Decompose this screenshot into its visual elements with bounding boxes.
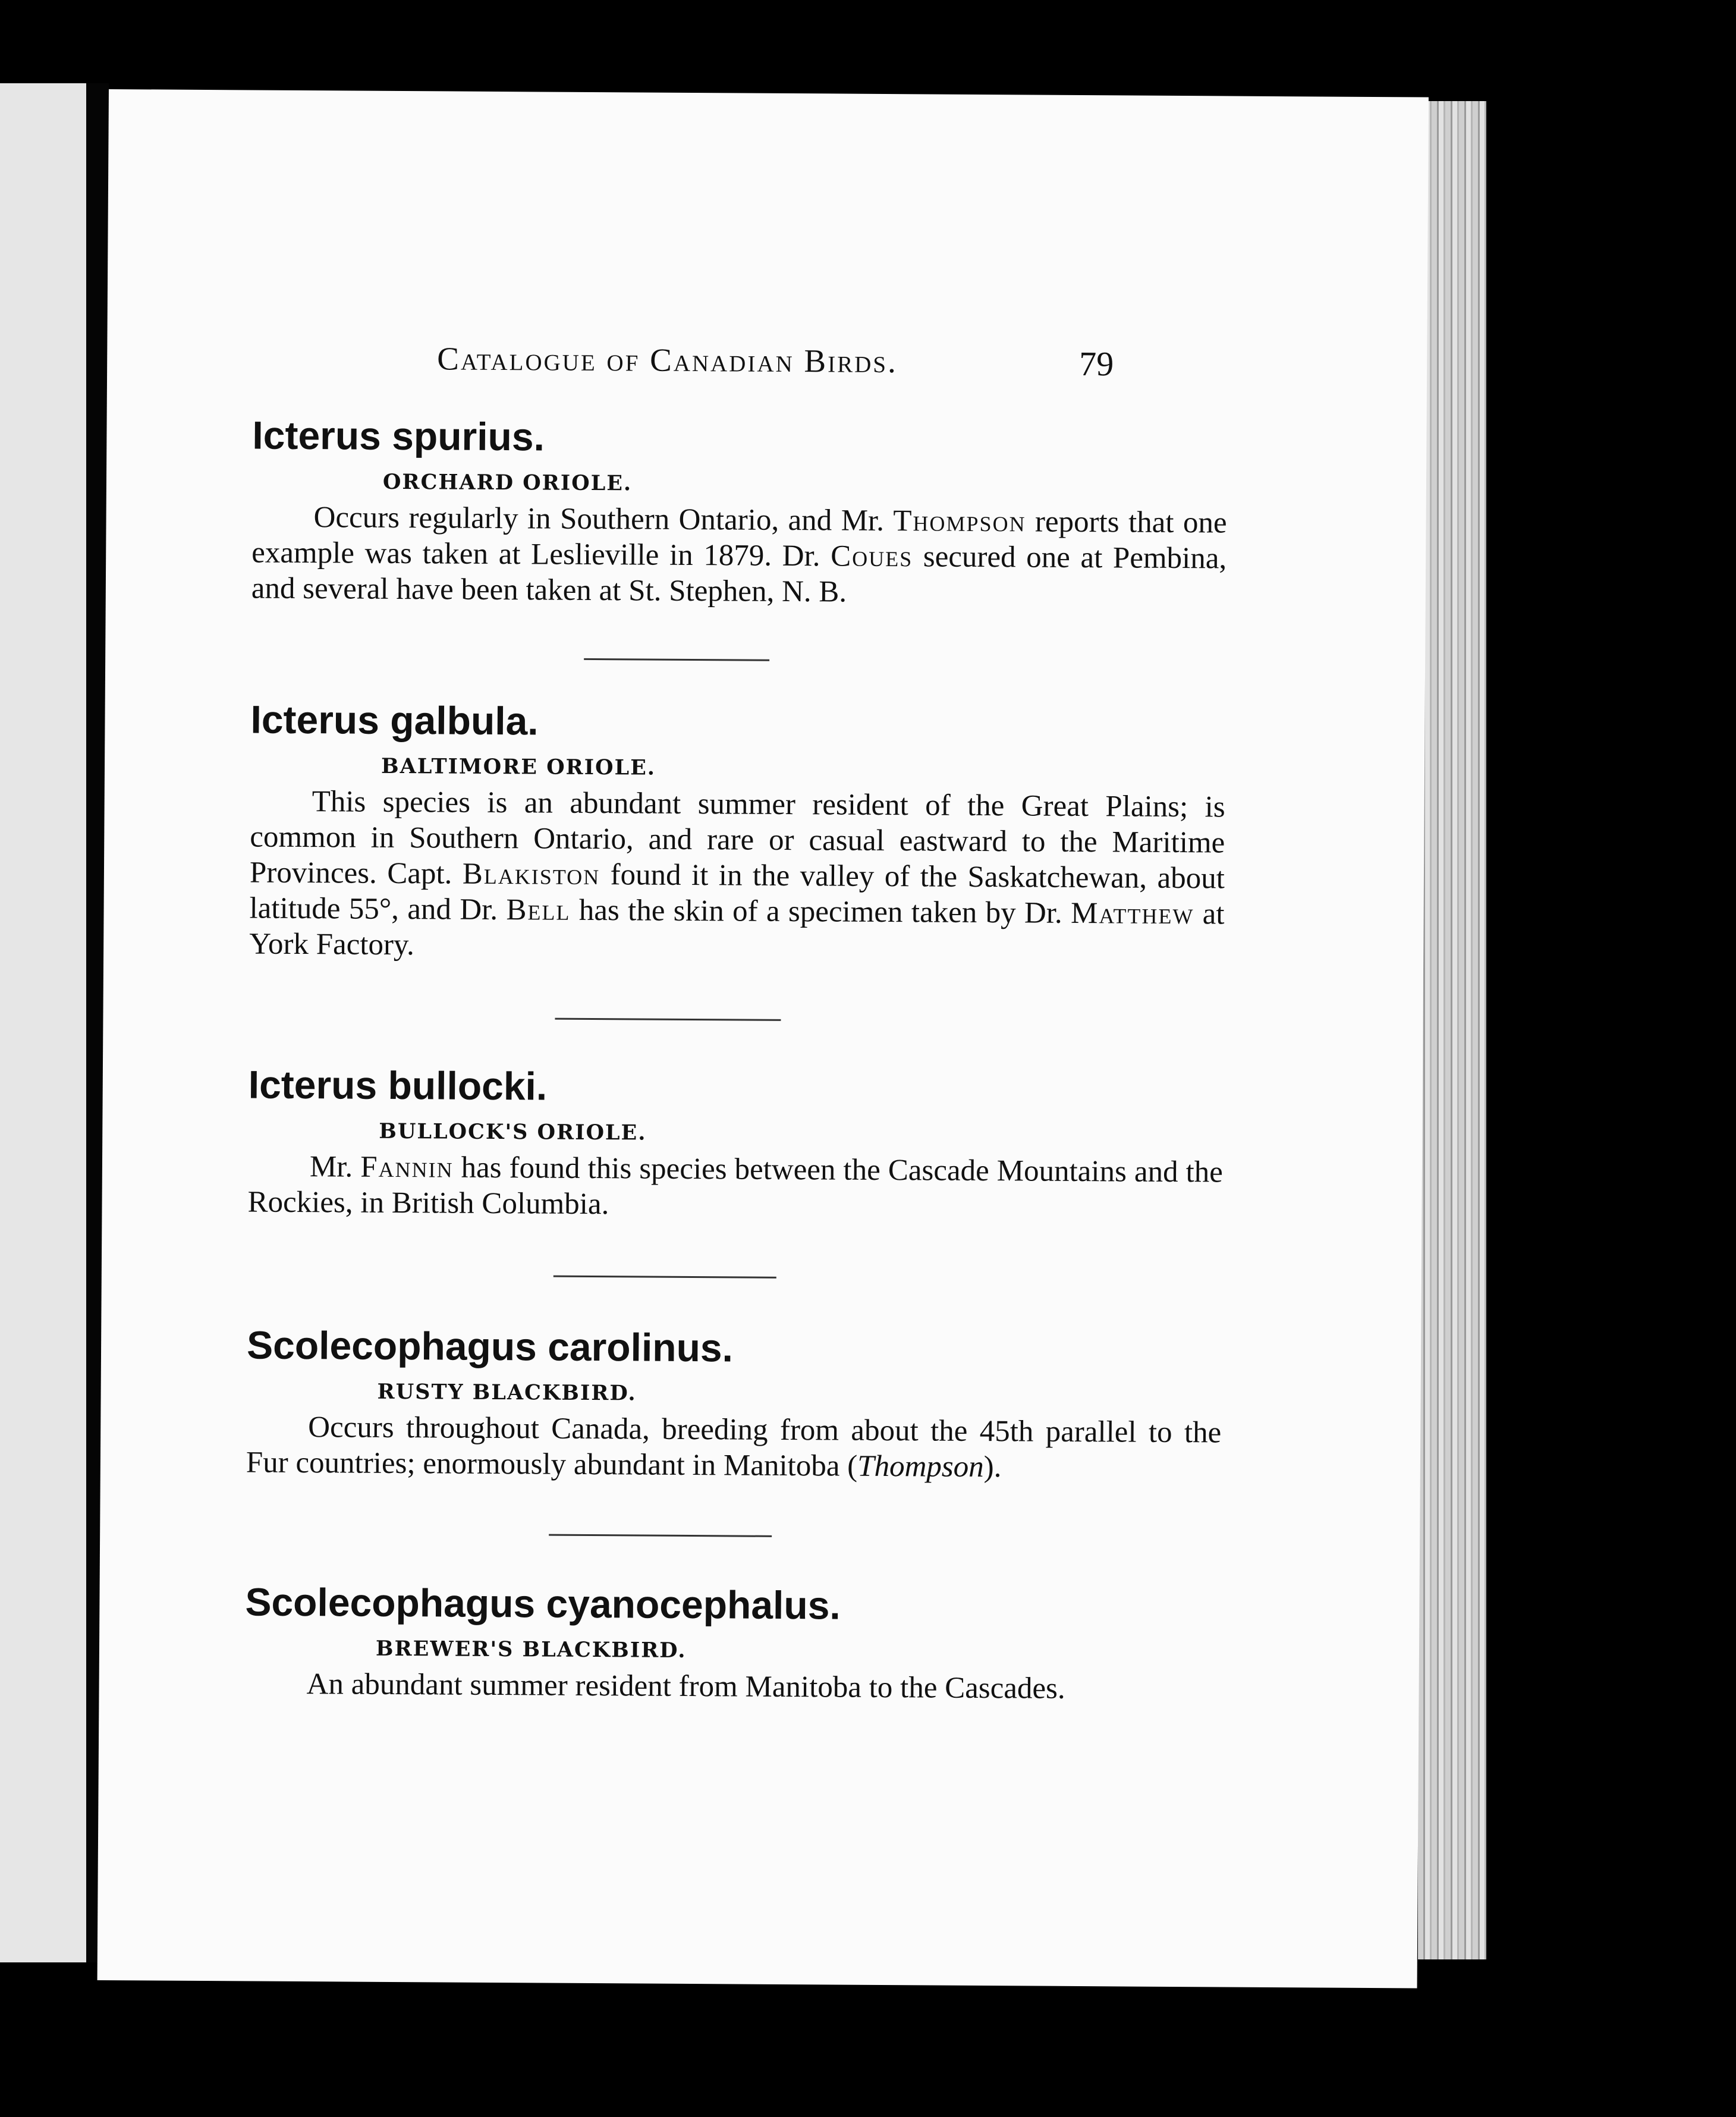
scientific-name: Scolecophagus cyanocephalus. [245,1579,841,1628]
entry-description: Mr. Fannin has found this species between the Cascade Mountains and the Rockies, in British Columbia. [247,1150,1224,1221]
entry-description: An abundant summer resident from Manitoba to the Cascades. [306,1667,1065,1705]
person-name: Matthew [1070,896,1194,931]
section-divider [549,1534,772,1537]
common-name: BULLOCK'S ORIOLE. [379,1119,647,1145]
species-entry [247,1060,1224,1226]
facing-page-edge [0,83,86,1962]
common-name: RUSTY BLACKBIRD. [377,1379,637,1406]
running-head [107,338,1114,391]
section-divider [553,1276,776,1279]
scientific-name: Icterus spurius. [252,413,545,459]
person-name: Bell [506,893,571,927]
species-entry [249,695,1226,968]
person-name: Coues [831,539,913,574]
page-stack-edges [1418,101,1486,1959]
section-divider [555,1018,781,1021]
entry-description: Occurs throughout Canada, breeding from about the 45th parallel to the Fur countries; enormously abundant in Manitoba (Thompson). [246,1411,1222,1484]
scientific-name: Icterus galbula. [250,697,539,743]
running-head-title: Catalogue of Canadian Birds. [437,340,898,380]
section-divider [584,658,769,661]
book-page [98,89,1429,1989]
common-name: BREWER'S BLACKBIRD. [375,1636,687,1663]
scientific-name: Icterus bullocki. [248,1062,548,1108]
entry-description: This species is an abundant summer resident of the Great Plains; is common in Southern Ontario, and rare or casual eastward to the Maritime Provinces. Capt. Blakiston found it in the valley of the Saskatchewan, about latitude 55°, and Dr. Bell has the skin of a specimen taken by Dr. Matthew at York Factory. [249,785,1225,962]
scientific-name: Scolecophagus carolinus. [246,1323,734,1370]
person-name: Blakiston [462,857,600,892]
species-entry [246,1321,1222,1486]
cited-name: Thompson [857,1449,984,1484]
species-entry [244,1578,1220,1707]
entry-description: Occurs regularly in Southern Ontario, and Mr. Thompson reports that one example was taken at Leslieville in 1879. Dr. Coues secured one at Pembina, and several have been taken at St. Stephen, N. B. [251,501,1227,609]
page-number: 79 [1079,344,1114,384]
person-name: Thompson [893,504,1026,539]
species-entry [251,411,1228,612]
common-name: BALTIMORE ORIOLE. [380,753,656,780]
common-name: ORCHARD ORIOLE. [382,469,633,496]
person-name: Fannin [360,1150,454,1185]
